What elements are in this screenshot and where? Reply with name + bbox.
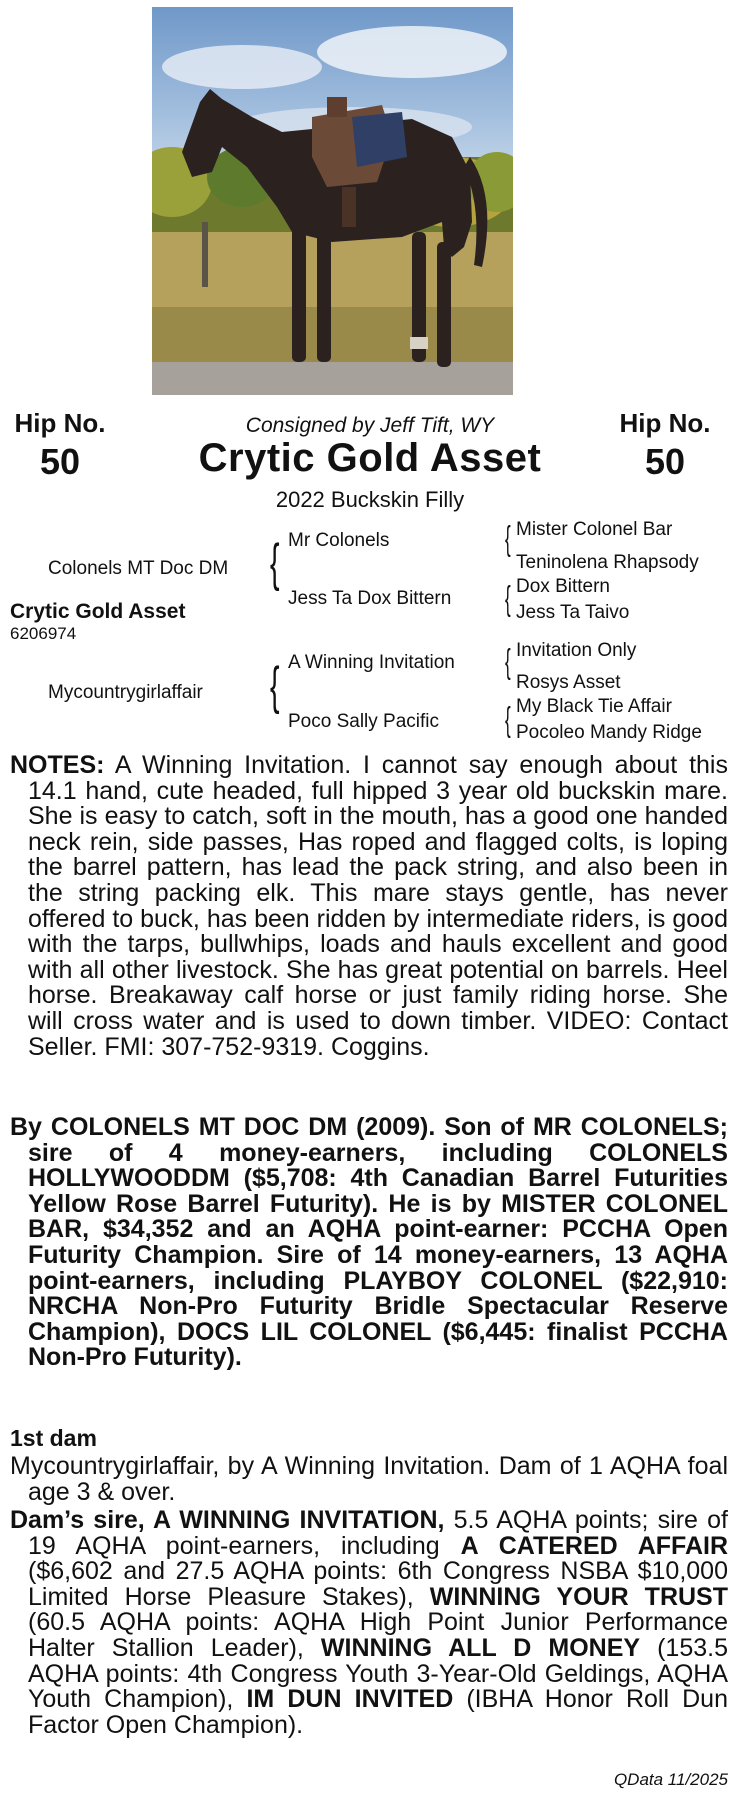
pedigree-sd-dam: Jess Ta Taivo xyxy=(516,602,630,623)
offspring-3-record: (153.5 AQHA points: 4th Congress Youth 3-Year-Old Geldings, AQHA Youth Champion), xyxy=(28,1633,728,1714)
pedigree-dam-sire: A Winning Invitation xyxy=(288,652,455,673)
sire-paragraph-text: By COLONELS MT DOC DM (2009). Son of MR COLONELS; sire of 4 money-earners, including COLONELS HOLLYWOODDM ($5,708: 4th Canadian Barrel Futurities Yellow Rose Barrel Futurity). He is by MISTER COLONEL BAR, $34,352 and an AQHA point-earner: PCCHA Open Futurity Champion. Sire of 14 money-earners, 13 AQHA point-earners, including PLAYBOY COLONEL ($22,910: NRCHA Non-Pro Futurity Bridle Spectacular Reserve Champion), DOCS LIL COLONEL ($6,445: finalist PCCHA Non-Pro Futurity). xyxy=(10,1113,728,1372)
dams-sire-label: Dam’s sire, A WINNING INVITATION, xyxy=(10,1506,445,1534)
offspring-4-record: (IBHA Honor Roll Dun Factor Open Champion). xyxy=(28,1685,728,1739)
offspring-1-name: A CATERED AFFAIR xyxy=(460,1531,728,1560)
horse-photo-image xyxy=(152,7,513,395)
pedigree-brace-dam: { xyxy=(270,657,280,715)
pedigree-ss-sire: Mister Colonel Bar xyxy=(516,519,673,540)
offspring-4-name: IM DUN INVITED xyxy=(246,1685,454,1714)
pedigree-sire: Colonels MT Doc DM xyxy=(48,558,229,579)
pedigree-subject: Crytic Gold Asset xyxy=(10,600,186,623)
offspring-3-name: WINNING ALL D MONEY xyxy=(320,1633,641,1662)
consignor-line: Consigned by Jeff Tift, WY xyxy=(245,414,495,437)
horse-description: 2022 Buckskin Filly xyxy=(275,487,465,512)
pedigree-brace-sd: { xyxy=(505,580,511,618)
pedigree-brace-sire: { xyxy=(270,534,280,592)
pedigree-ds-dam: Rosys Asset xyxy=(516,672,621,693)
hip-label-right: Hip No. xyxy=(619,408,711,438)
pedigree-ds-sire: Invitation Only xyxy=(516,640,637,661)
sire-paragraph xyxy=(10,1115,728,1371)
pedigree-registration: 6206974 xyxy=(10,624,77,643)
hip-number-left: 50 xyxy=(39,441,81,482)
offspring-2-name: WINNING YOUR TRUST xyxy=(429,1582,728,1611)
notes-label: NOTES: xyxy=(10,751,105,779)
hip-label-left: Hip No. xyxy=(14,408,106,438)
pedigree-dam: Mycountrygirlaffair xyxy=(48,682,203,703)
offspring-1-record: ($6,602 and 27.5 AQHA points: 6th Congress NSBA $10,000 Limited Horse Pleasure Stakes), xyxy=(28,1557,728,1611)
first-dam-paragraph xyxy=(10,1454,728,1505)
notes-text: A Winning Invitation. I cannot say enough about this 14.1 hand, cute headed, full hipped 3 year old buckskin mare. She is easy to catch, soft in the mouth, has a good one handed neck rein, side passes, Has roped and flagged colts, is loping the barrel pattern, has lead the pack string, and also been in the string packing elk. This mare stays gentle, has never offered to buck, has been ridden by intermediate riders, is good with the tarps, bullwhips, loads and hauls excellent and good with all other livestock. She has great potential on barrels. Heel horse. Breakaway calf horse or just family riding horse. She will cross water and is used to down timber. VIDEO: Contact Seller. FMI: 307-752-9319. Coggins. xyxy=(28,751,728,1061)
dams-sire-intro: 5.5 AQHA points; sire of 19 AQHA point-earners, including xyxy=(28,1506,728,1560)
pedigree-brace-dd: { xyxy=(505,701,511,739)
first-dam-text: Mycountrygirlaffair, by A Winning Invitation. Dam of 1 AQHA foal age 3 & over. xyxy=(10,1452,728,1506)
pedigree-brace-ds: { xyxy=(505,643,511,681)
pedigree-dd-dam: Pocoleo Mandy Ridge xyxy=(516,722,702,743)
horse-photo xyxy=(152,7,513,395)
pedigree-ss-dam: Teninolena Rhapsody xyxy=(516,552,699,573)
pedigree-sd-sire: Dox Bittern xyxy=(516,576,610,597)
pedigree-sire-dam: Jess Ta Dox Bittern xyxy=(288,588,452,609)
pedigree-dam-dam: Poco Sally Pacific xyxy=(288,711,440,732)
first-dam-heading: 1st dam xyxy=(10,1425,97,1451)
hip-number-right: 50 xyxy=(644,441,686,482)
dams-sire-paragraph xyxy=(10,1508,728,1738)
qdata-footer: QData 11/2025 xyxy=(613,1770,728,1789)
pedigree-dd-sire: My Black Tie Affair xyxy=(516,696,672,717)
pedigree-brace-ss: { xyxy=(505,520,511,558)
notes-paragraph xyxy=(10,753,728,1060)
horse-name-title: Crytic Gold Asset xyxy=(198,436,542,480)
pedigree-sire-sire: Mr Colonels xyxy=(288,530,390,551)
offspring-2-record: (60.5 AQHA points: AQHA High Point Junior Performance Halter Stallion Leader), xyxy=(28,1608,728,1662)
